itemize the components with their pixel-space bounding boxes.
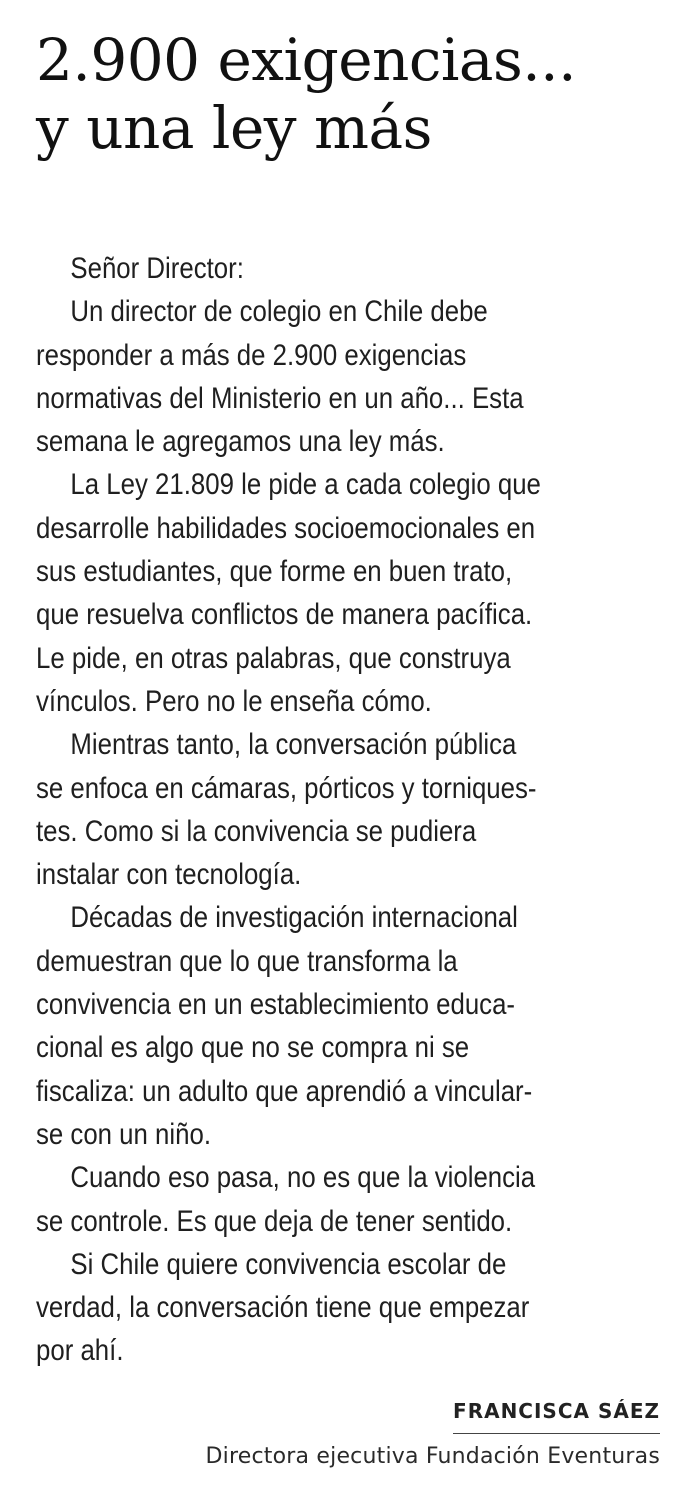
- text-line: demuestran que lo que transforma la: [36, 944, 458, 978]
- text-line: Cuando eso pasa, no es que la violencia: [70, 1161, 536, 1195]
- text-line: verdad, la conversación tiene que empezar: [36, 1291, 530, 1325]
- headline-line-2: y una ley más: [36, 94, 432, 162]
- text-line: tes. Como si la convivencia se pudiera: [36, 814, 477, 848]
- text-line: Si Chile quiere convivencia escolar de: [70, 1247, 507, 1281]
- text-line: responder a más de 2.900 exigencias: [36, 338, 467, 372]
- text-line: sus estudiantes, que forme en buen trato,: [36, 555, 513, 589]
- headline-line-1: 2.900 exigencias...: [36, 26, 577, 94]
- author-role: Directora ejecutiva Fundación Eventuras: [205, 1444, 660, 1469]
- letter-body: [36, 247, 664, 1373]
- text-line: Un director de colegio en Chile debe: [70, 295, 488, 329]
- text-line: semana le agregamos una ley más.: [36, 425, 445, 459]
- text-line: Le pide, en otras palabras, que construya: [36, 641, 511, 675]
- paragraph: [36, 896, 664, 1156]
- author-name: FRANCISCA SÁEZ: [453, 1399, 660, 1434]
- paragraph: [36, 1243, 664, 1373]
- text-line: desarrolle habilidades socioemocionales en: [36, 511, 536, 545]
- text-line: La Ley 21.809 le pide a cada colegio que: [70, 468, 541, 502]
- text-line: se con un niño.: [36, 1117, 211, 1151]
- paragraph: [36, 463, 664, 723]
- paragraph: [36, 290, 664, 463]
- text-line: instalar con tecnología.: [36, 858, 302, 892]
- headline: [36, 26, 656, 162]
- text-line: cional es algo que no se compra ni se: [36, 1031, 470, 1065]
- text-line: convivencia en un establecimiento educa-: [36, 988, 516, 1022]
- text-line: fiscaliza: un adulto que aprendió a vincular-: [36, 1074, 533, 1108]
- text-line: se controle. Es que deja de tener sentido.: [36, 1204, 513, 1238]
- text-line: por ahí.: [36, 1334, 124, 1368]
- paragraph: [36, 723, 664, 896]
- signature-block: [206, 1399, 660, 1469]
- text-line: se enfoca en cámaras, pórticos y torniques-: [36, 771, 537, 805]
- salutation: [36, 247, 664, 290]
- text-line: Mientras tanto, la conversación pública: [70, 728, 517, 762]
- paragraph: [36, 1156, 664, 1243]
- text-line: que resuelva conflictos de manera pacífica.: [36, 598, 533, 632]
- text-line: normativas del Ministerio en un año... Esta: [36, 381, 524, 415]
- salutation-text: Señor Director:: [70, 252, 244, 285]
- text-line: vínculos. Pero no le enseña cómo.: [36, 684, 432, 718]
- text-line: Décadas de investigación internacional: [70, 901, 518, 935]
